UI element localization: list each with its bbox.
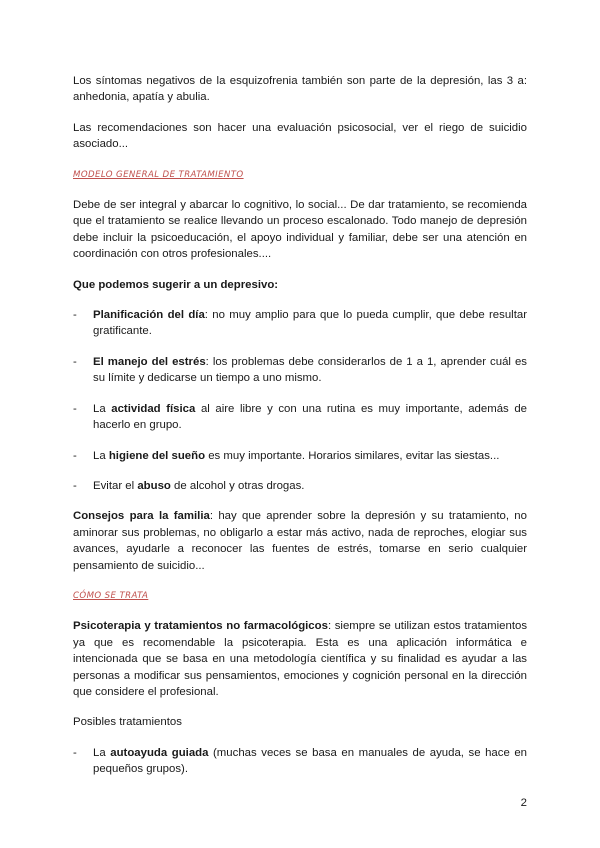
list-item: - Evitar el abuso de alcohol y otras drogas. xyxy=(73,478,527,494)
item-term: Planificación del día xyxy=(93,309,205,322)
bullet-dash: - xyxy=(73,402,77,415)
list-item: - El manejo del estrés: los problemas debe considerarlos de 1 a 1, aprender cuál es su límite y dedicarse un tiempo a uno mismo. xyxy=(73,355,527,385)
section-heading-how: CÓMO SE TRATA xyxy=(73,590,149,601)
treatment-list xyxy=(73,745,527,778)
bullet-dash: - xyxy=(73,479,77,492)
bullet-dash: - xyxy=(73,449,77,462)
paragraph-family-advice: Consejos para la familia: hay que aprender sobre la depresión y su tratamiento, no aminorar sus problemas, no obligarlo a estar más activo, nada de reproches, elogiar sus avances, ayudarle a reconocer las fuentes de estrés, tomarse en serio cualquier pensamiento de suicidio... xyxy=(73,510,527,572)
paragraph-psychotherapy: Psicoterapia y tratamientos no farmacológicos: siempre se utilizan estos tratamientos ya que es recomendable la psicoterapia. Esta es una aplicación informática e intencionada que se basa en una metodología científica y su finalidad es ayudar a las personas a modificar sus pensamientos, emociones y cognición personal en la dirección que considere el profesional. xyxy=(73,620,528,698)
bullet-dash: - xyxy=(73,355,77,368)
paragraph-recommendations: Las recomendaciones son hacer una evaluación psicosocial, ver el riego de suicidio asociado... xyxy=(73,121,527,151)
page-content xyxy=(73,73,527,778)
paragraph-symptoms: Los síntomas negativos de la esquizofrenia también son parte de la depresión, las 3 a: anhedonia, apatía y abulia. xyxy=(73,75,527,104)
bullet-dash: - xyxy=(73,309,77,322)
page-number: 2 xyxy=(520,797,527,809)
list-item: - Planificación del día: no muy amplio para que lo pueda cumplir, que debe resultar gratificante. xyxy=(73,309,527,338)
bullet-dash: - xyxy=(73,746,77,759)
paragraph-model: Debe de ser integral y abarcar lo cognitivo, lo social... De dar tratamiento, se recomienda que el tratamiento se realice llevando un proceso escalonado. Todo manejo de depresión debe incluir la psicoeducación, el apoyo individual y familiar, debe ser una atención en coordinación con otros profesionales.... xyxy=(73,199,527,261)
section-heading-model: MODELO GENERAL DE TRATAMIENTO xyxy=(73,169,244,180)
suggestion-list xyxy=(73,307,527,494)
item-term: actividad física xyxy=(111,402,196,415)
list-item: - La autoayuda guiada (muchas veces se basa en manuales de ayuda, se hace en pequeños grupos). xyxy=(73,746,528,776)
question-heading: Que podemos sugerir a un depresivo: xyxy=(73,278,279,291)
item-term: autoayuda guiada xyxy=(110,746,209,759)
item-term: higiene del sueño xyxy=(108,449,206,462)
item-term: abuso xyxy=(137,479,171,492)
list-item: - La actividad física al aire libre y con una rutina es muy importante, además de hacerlo en grupo. xyxy=(73,402,527,432)
possible-treatments-label: Posibles tratamientos xyxy=(73,716,182,729)
item-term: El manejo del estrés xyxy=(93,355,206,368)
list-item: - La higiene del sueño es muy importante. Horarios similares, evitar las siestas... xyxy=(73,448,527,464)
